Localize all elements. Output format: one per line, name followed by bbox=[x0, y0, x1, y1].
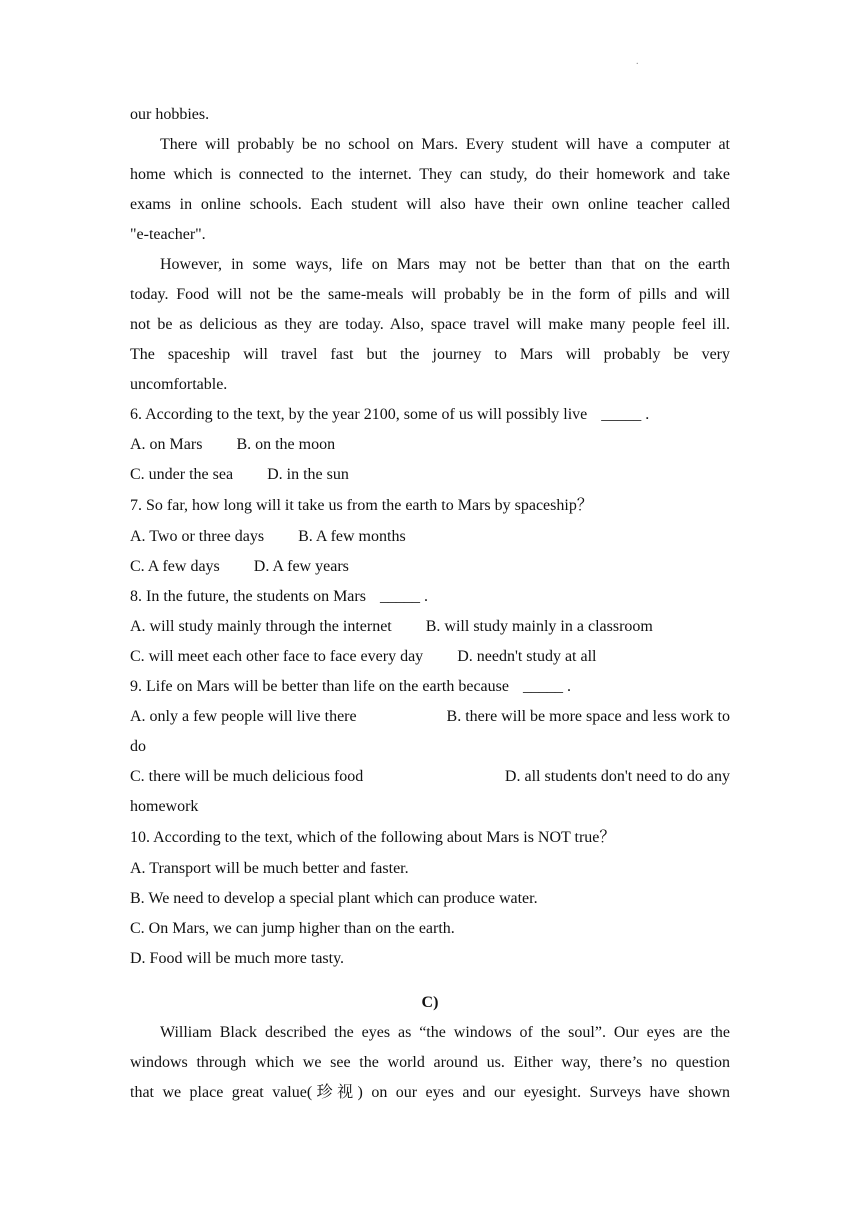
question-10-stem: 10. According to the text, which of the following about Mars is NOT true？ bbox=[130, 829, 616, 846]
question-9-options bbox=[130, 762, 730, 792]
question-6-options bbox=[130, 430, 730, 460]
passage-line: home which is connected to the internet. They can study, do their homework and take bbox=[130, 166, 730, 183]
answer-blank: _____ . bbox=[601, 406, 650, 423]
option-c: C. On Mars, we can jump higher than on the earth. bbox=[130, 920, 455, 937]
page-header-mark: . bbox=[636, 56, 639, 67]
question-8-options bbox=[130, 642, 730, 672]
passage-line: windows through which we see the world around us. Either way, there’s no question bbox=[130, 1054, 730, 1071]
passage-line: not be as delicious as they are today. Also, space travel will make many people feel ill. bbox=[130, 316, 730, 333]
option-a: A. Two or three days bbox=[130, 528, 265, 545]
option-d: D. in the sun bbox=[267, 466, 349, 483]
option-d: D. needn't study at all bbox=[457, 648, 597, 665]
question-9-stem bbox=[130, 672, 730, 702]
option-d: D. Food will be much more tasty. bbox=[130, 950, 345, 967]
question-8-stem bbox=[130, 582, 730, 612]
option-d-continued: homework bbox=[130, 798, 199, 815]
passage-line: that we place great value(珍视) on our eyes and our eyesight. Surveys have shown bbox=[130, 1084, 730, 1101]
section-heading: C) bbox=[421, 994, 439, 1011]
option-b: B. on the moon bbox=[236, 436, 336, 453]
passage-line: William Black described the eyes as “the windows of the soul”. Our eyes are the bbox=[160, 1024, 730, 1041]
question-7-options bbox=[130, 522, 730, 552]
question-stem-text: 6. According to the text, by the year 2100, some of us will possibly live bbox=[130, 406, 588, 423]
option-b: B. We need to develop a special plant which can produce water. bbox=[130, 890, 538, 907]
option-b: B. A few months bbox=[298, 528, 406, 545]
option-c: C. will meet each other face to face every day bbox=[130, 648, 424, 665]
question-6-stem bbox=[130, 400, 730, 430]
option-a: A. will study mainly through the internet bbox=[130, 618, 392, 635]
option-c: C. A few days bbox=[130, 558, 220, 575]
question-7-options bbox=[130, 552, 730, 582]
option-b: B. will study mainly in a classroom bbox=[425, 618, 653, 635]
question-stem-text: 9. Life on Mars will be better than life on the earth because bbox=[130, 678, 509, 695]
question-6-options bbox=[130, 460, 730, 490]
question-stem-text: 8. In the future, the students on Mars bbox=[130, 588, 366, 605]
passage-line: uncomfortable. bbox=[130, 376, 228, 393]
option-b-continued: do bbox=[130, 738, 146, 755]
option-a: A. Transport will be much better and faster. bbox=[130, 860, 409, 877]
option-d: D. A few years bbox=[253, 558, 349, 575]
answer-blank: _____ . bbox=[379, 588, 428, 605]
option-c: C. under the sea bbox=[130, 466, 234, 483]
question-7-stem: 7. So far, how long will it take us from the earth to Mars by spaceship？ bbox=[130, 497, 593, 514]
passage-line: "e-teacher". bbox=[130, 226, 206, 243]
passage-line: exams in online schools. Each student will also have their own online teacher called bbox=[130, 196, 730, 213]
option-c: C. there will be much delicious food bbox=[130, 768, 364, 785]
answer-blank: _____ . bbox=[522, 678, 571, 695]
option-b: B. there will be more space and less work to bbox=[446, 708, 730, 725]
option-a: A. on Mars bbox=[130, 436, 203, 453]
question-8-options bbox=[130, 612, 730, 642]
passage-line: today. Food will not be the same-meals will probably be in the form of pills and will bbox=[130, 286, 730, 303]
passage-line: There will probably be no school on Mars. Every student will have a computer at bbox=[160, 136, 730, 153]
passage-line: The spaceship will travel fast but the journey to Mars will probably be very bbox=[130, 346, 730, 363]
option-a: A. only a few people will live there bbox=[130, 708, 357, 725]
option-d: D. all students don't need to do any bbox=[504, 768, 730, 785]
question-9-options bbox=[130, 702, 730, 732]
passage-line: our hobbies. bbox=[130, 106, 210, 123]
document-page bbox=[130, 100, 730, 1108]
passage-line: However, in some ways, life on Mars may not be better than that on the earth bbox=[160, 256, 730, 273]
